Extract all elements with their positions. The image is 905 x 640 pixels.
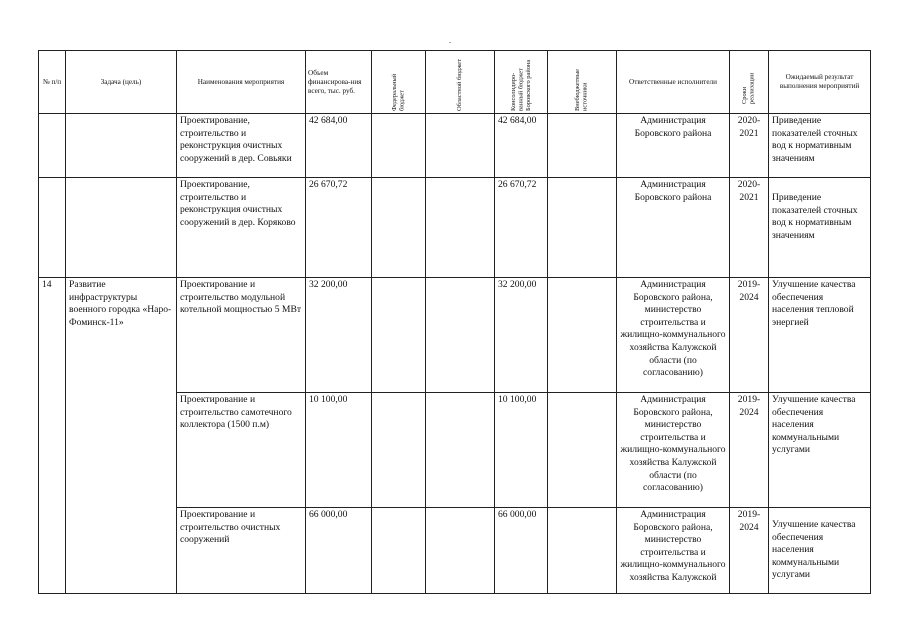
cell-result: Приведение показателей сточных вод к нормативным значениям (769, 114, 871, 178)
cell-executor: Администрация Боровского района, министерство строительства и жилищно-коммунального хозяйства Калужской области (по согласованию) (617, 393, 730, 508)
cell-result: Улучшение качества обеспечения населения тепловой энергией (769, 278, 871, 393)
cell-task (66, 393, 177, 508)
header-total-volume: Объем финансирова-ния всего, тыс. руб. (306, 51, 372, 114)
table-row (39, 393, 871, 508)
cell-num (39, 508, 66, 594)
cell-total: 10 100,00 (306, 393, 372, 508)
cell-regional (426, 114, 495, 178)
cell-executor: Администрация Боровского района, министерство строительства и жилищно-коммунального хозяйства Калужской области (по согласованию) (617, 278, 730, 393)
table-row (39, 178, 871, 278)
cell-federal (372, 178, 426, 278)
header-executors: Ответственные исполнители (617, 51, 730, 114)
header-num: № п/п (39, 51, 66, 114)
cell-task: Развитие инфраструктуры военного городка «Наро-Фоминск-11» (66, 278, 177, 393)
cell-executor: Администрация Боровского района, министерство строительства и жилищно-коммунального хозяйства Калужской (617, 508, 730, 594)
cell-extra (548, 393, 617, 508)
cell-consolidated: 66 000,00 (495, 508, 548, 594)
cell-total: 42 684,00 (306, 114, 372, 178)
cell-executor: Администрация Боровского района (617, 178, 730, 278)
header-event-name: Наименования мероприятия (177, 51, 306, 114)
cell-consolidated: 26 670,72 (495, 178, 548, 278)
header-result: Ожидаемый результат выполнения мероприятий (769, 51, 871, 114)
cell-total: 32 200,00 (306, 278, 372, 393)
cell-num: 14 (39, 278, 66, 393)
cell-event: Проектирование, строительство и реконструкция очистных сооружений в дер. Коряково (177, 178, 306, 278)
header-consolidated: Консолидиро-ванный бюджет Боровского района (495, 51, 548, 114)
cell-extra (548, 114, 617, 178)
header-terms: Сроки реализации (730, 51, 769, 114)
cell-num (39, 393, 66, 508)
cell-federal (372, 114, 426, 178)
cell-event: Проектирование и строительство самотечного коллектора (1500 п.м) (177, 393, 306, 508)
cell-executor: Администрация Боровского района (617, 114, 730, 178)
table-row (39, 508, 871, 594)
header-row (39, 51, 871, 114)
program-table (38, 50, 871, 594)
cell-regional (426, 178, 495, 278)
cell-federal (372, 278, 426, 393)
cell-task (66, 508, 177, 594)
cell-num (39, 178, 66, 278)
cell-extra (548, 278, 617, 393)
header-regional: Областной бюджет (426, 51, 495, 114)
cell-terms: 2019-2024 (730, 278, 769, 393)
cell-federal (372, 508, 426, 594)
table-row (39, 278, 871, 393)
cell-consolidated: 10 100,00 (495, 393, 548, 508)
cell-total: 66 000,00 (306, 508, 372, 594)
cell-terms: 2019-2024 (730, 508, 769, 594)
cell-terms: 2019-2024 (730, 393, 769, 508)
cell-task (66, 178, 177, 278)
table-row (39, 114, 871, 178)
cell-event: Проектирование и строительство модульной котельной мощностью 5 МВт (177, 278, 306, 393)
cell-terms: 2020-2021 (730, 114, 769, 178)
scan-dot (449, 42, 451, 43)
cell-regional (426, 393, 495, 508)
cell-regional (426, 278, 495, 393)
cell-result: Улучшение качества обеспечения населения коммунальными услугами (769, 508, 871, 594)
cell-event: Проектирование и строительство очистных сооружений (177, 508, 306, 594)
cell-result: Улучшение качества обеспечения населения коммунальными услугами (769, 393, 871, 508)
cell-num (39, 114, 66, 178)
cell-extra (548, 178, 617, 278)
cell-federal (372, 393, 426, 508)
header-extrabudget: Внебюджетные источники (548, 51, 617, 114)
header-task: Задача (цель) (66, 51, 177, 114)
cell-extra (548, 508, 617, 594)
cell-total: 26 670,72 (306, 178, 372, 278)
cell-consolidated: 32 200,00 (495, 278, 548, 393)
cell-result: Приведение показателей сточных вод к нормативным значениям (769, 178, 871, 278)
cell-terms: 2020-2021 (730, 178, 769, 278)
header-federal: Федеральный бюджет (372, 51, 426, 114)
cell-task (66, 114, 177, 178)
cell-regional (426, 508, 495, 594)
cell-event: Проектирование, строительство и реконструкция очистных сооружений в дер. Совьяки (177, 114, 306, 178)
cell-consolidated: 42 684,00 (495, 114, 548, 178)
